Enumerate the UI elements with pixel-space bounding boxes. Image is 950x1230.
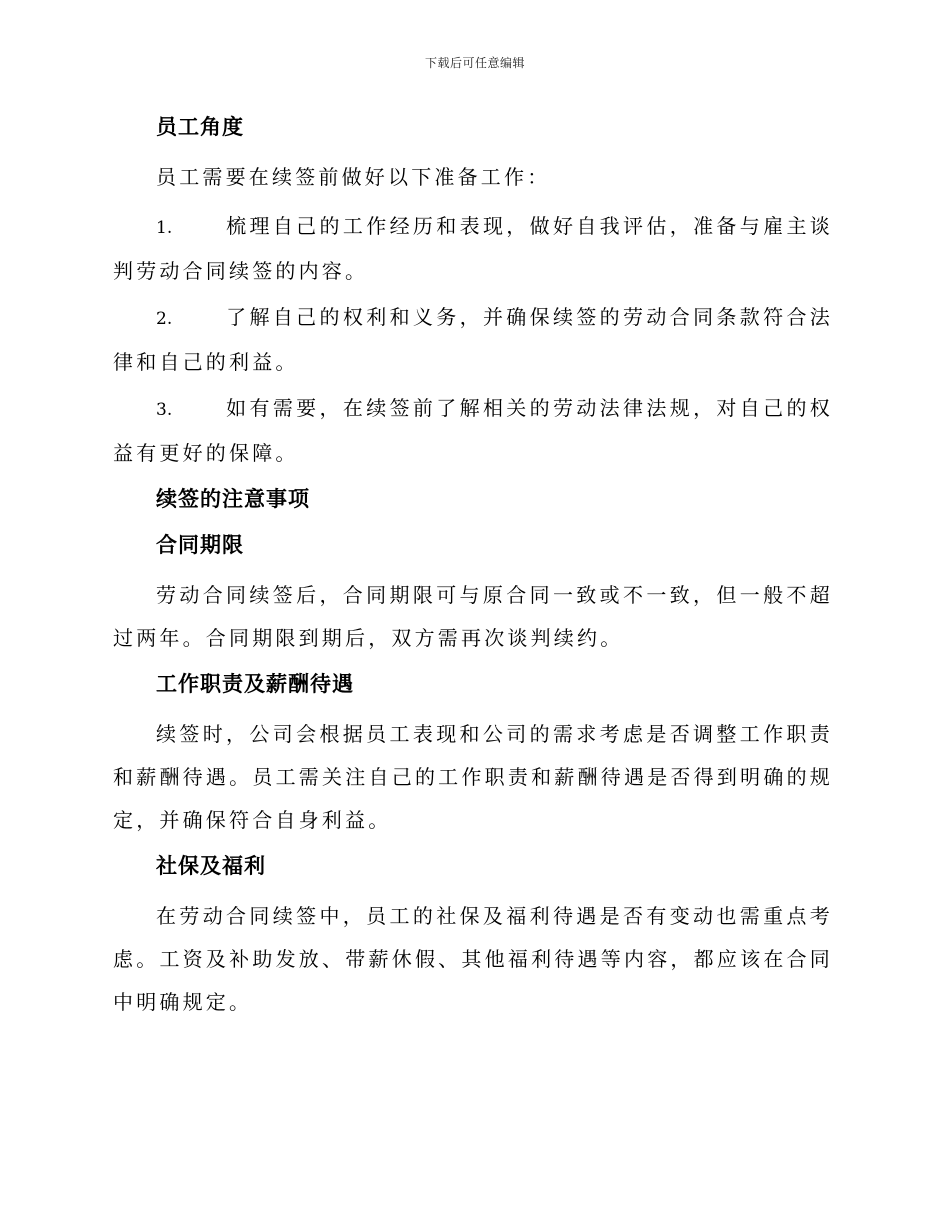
section-heading-welfare: 社保及福利 (156, 853, 266, 878)
list-item-number: 2. (156, 309, 173, 329)
section-heading-notes: 续签的注意事项 (156, 486, 310, 511)
list-item (113, 387, 833, 475)
section-heading-term: 合同期限 (156, 532, 244, 557)
document-body (113, 110, 833, 1027)
welfare-paragraph: 在劳动合同续签中，员工的社保及福利待遇是否有变动也需重点考虑。工资及补助发放、带薪休假、其他福利待遇等内容，都应该在合同中明确规定。 (113, 904, 833, 1014)
employee-intro: 员工需要在续签前做好以下准备工作： (156, 165, 551, 189)
section-heading-duties: 工作职责及薪酬待遇 (156, 671, 354, 696)
list-item-text: 如有需要，在续签前了解相关的劳动法律法规，对自己的权益有更好的保障。 (113, 396, 833, 465)
duties-paragraph: 续签时，公司会根据员工表现和公司的需求考虑是否调整工作职责和薪酬待遇。员工需关注自己的工作职责和薪酬待遇是否得到明确的规定，并确保符合自身利益。 (113, 722, 833, 832)
list-item-number: 1. (156, 218, 173, 238)
list-item-number: 3. (156, 400, 173, 420)
list-item-text: 了解自己的权利和义务，并确保续签的劳动合同条款符合法律和自己的利益。 (113, 305, 833, 374)
term-paragraph: 劳动合同续签后，合同期限可与原合同一致或不一致，但一般不超过两年。合同期限到期后，双方需再次谈判续约。 (113, 583, 833, 650)
page-header: 下载后可任意编辑 (424, 56, 525, 70)
section-heading-employee: 员工角度 (156, 114, 244, 139)
list-item (113, 205, 833, 293)
list-item-text: 梳理自己的工作经历和表现，做好自我评估，准备与雇主谈判劳动合同续签的内容。 (113, 214, 833, 283)
list-item (113, 296, 833, 384)
